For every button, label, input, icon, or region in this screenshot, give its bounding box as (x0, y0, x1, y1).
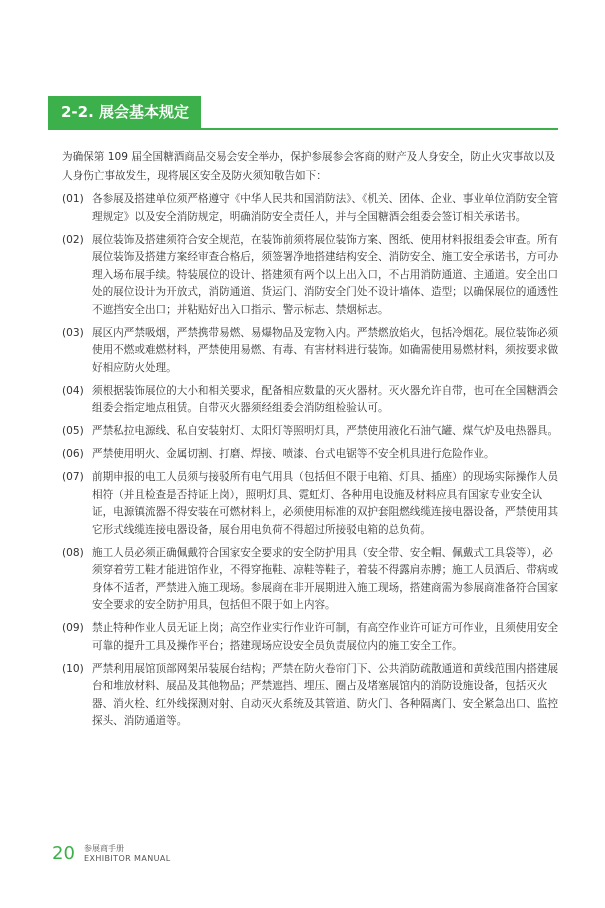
rule-item (62, 469, 560, 539)
rule-text: 须根据装饰展位的大小和相关要求，配备相应数量的灭火器材。灭火器允许自带，也可在全国糖酒会组委会指定地点租赁。自带灭火器须经组委会消防组检验认可。 (92, 384, 559, 414)
rule-item (62, 661, 560, 731)
rule-number: (08) (62, 546, 84, 559)
footer-title-en: EXHIBITOR MANUAL (84, 854, 171, 863)
rule-number: (03) (62, 326, 84, 339)
rule-number: (01) (62, 193, 84, 205)
rule-number: (07) (62, 471, 84, 483)
rule-item (62, 446, 560, 464)
rule-item (62, 620, 560, 655)
rule-number: (09) (62, 622, 84, 634)
rule-item (62, 423, 560, 441)
rule-text: 严禁使用明火、金属切割、打磨、焊接、喷漆、台式电锯等不安全机具进行危险作业。 (92, 448, 495, 460)
section-divider (48, 128, 558, 130)
footer-title-cn: 参展商手册 (84, 844, 124, 853)
section-title: 2-2. 展会基本规定 (48, 96, 201, 129)
rule-item (62, 545, 560, 615)
rule-item (62, 191, 560, 226)
rule-text: 展位装饰及搭建须符合安全规范，在装饰前须将展位装饰方案、图纸、使用材料报组委会审查。所有展位装饰及搭建方案经审查合格后，须签署净地搭建结构安全、消防安全、施工安全承诺书，方可办理入场布展手续。特装展位的设计、搭建须有两个以上出入口，不占用消防通道、主通道。安全出口处的展位设计为开放式，消防通道、货运门、消防安全门处不设计墙体、造型；以确保展位的通透性不遮挡安全出口；并粘贴好出入口指示、警示标志、禁烟标志。 (92, 233, 559, 316)
intro-paragraph: 为确保第 109 届全国糖酒商品交易会安全举办，保护参展参会客商的财产及人身安全，防止火灾事故以及人身伤亡事故发生，现将展区安全及防火须知敬告如下： (62, 151, 556, 182)
rule-number: (10) (62, 662, 84, 675)
rules-list (62, 191, 560, 736)
rule-number: (06) (62, 448, 84, 460)
rule-item (62, 383, 560, 418)
rule-text: 前期申报的电工人员须与接驳所有电气用具（包括但不限于电箱、灯具、插座）的现场实际操作人员相符（并且检查是否持证上岗），照明灯具、霓虹灯、各种用电设施及材料应具有国家专业安全认证，电源镇流器不得安装在可燃材料上，必须使用标准的双护套阻燃线缆连接电器设备，严禁使用其它形式线缆连接电器设备，展台用电负荷不得超过所接驳电箱的总负荷。 (92, 471, 559, 536)
page-number: 20 (52, 843, 75, 864)
rule-text: 展区内严禁吸烟，严禁携带易燃、易爆物品及宠物入内。严禁燃放焰火，包括冷烟花。展位装饰必须使用不燃或难燃材料，严禁使用易燃、有毒、有害材料进行装饰。如确需使用易燃材料，须按要求做好相应防火处理。 (92, 326, 559, 374)
rule-number: (05) (62, 425, 84, 437)
rule-item (62, 232, 560, 320)
rule-text: 严禁私拉电源线、私自安装射灯、太阳灯等照明灯具，严禁使用液化石油气罐、煤气炉及电热器具。 (92, 425, 559, 437)
rule-text: 严禁利用展馆顶部网架吊装展台结构；严禁在防火卷帘门下、公共消防疏散通道和黄线范围内搭建展台和堆放材料、展品及其他物品；严禁遮挡、埋压、圈占及堵塞展馆内的消防设施设备，包括灭火器、消火栓、红外线探测对射、自动灭火系统及其管道、防火门、各种隔离门、安全紧急出口、监控探头、消防通道等。 (92, 662, 559, 727)
rule-text: 禁止特种作业人员无证上岗；高空作业实行作业许可制，有高空作业许可证方可作业，且须使用安全可靠的提升工具及操作平台；搭建现场应设安全员负责展位内的施工安全工作。 (92, 622, 559, 652)
rule-item (62, 325, 560, 378)
rule-number: (04) (62, 384, 84, 397)
rule-text: 施工人员必须正确佩戴符合国家安全要求的安全防护用具（安全带、安全帽、佩戴式工具袋等），必须穿着劳工鞋才能进馆作业，不得穿拖鞋、凉鞋等鞋子，着装不得露肩赤膊；施工人员酒后、带病或身体不适者，严禁进入施工现场。参展商在非开展期进入施工现场，搭建商需为参展商准备符合国家安全要求的安全防护用具，包括但不限于如上内容。 (92, 546, 559, 611)
rule-text: 各参展及搭建单位须严格遵守《中华人民共和国消防法》、《机关、团体、企业、事业单位消防安全管理规定》以及安全消防规定，明确消防安全责任人，并与全国糖酒会组委会签订相关承诺书。 (92, 193, 559, 223)
rule-number: (02) (62, 233, 84, 246)
